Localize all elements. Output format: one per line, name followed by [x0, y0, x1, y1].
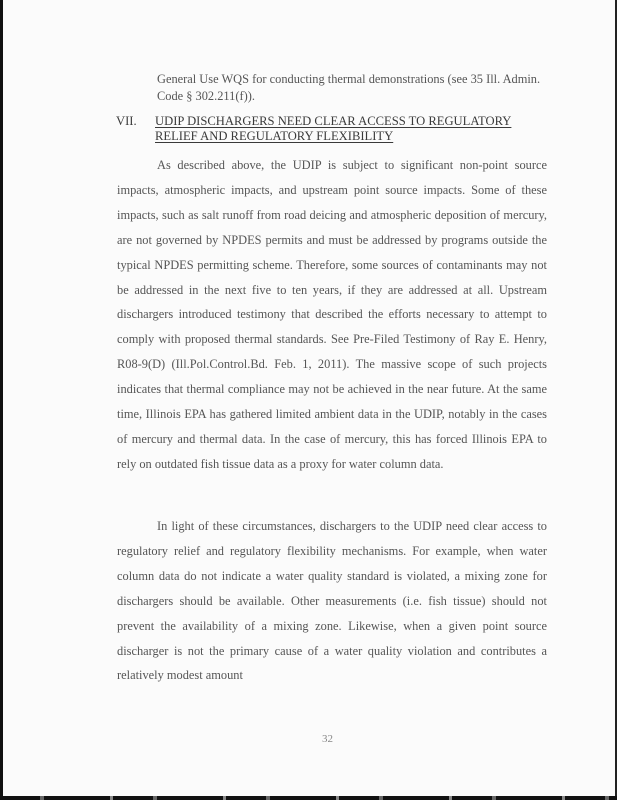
section-title: UDIP DISCHARGERS NEED CLEAR ACCESS TO REGULATORY RELIEF AND REGULATORY FLEXIBILITY	[155, 114, 512, 143]
paragraph-2: In light of these circumstances, dischargers to the UDIP need clear access to regulatory relief and regulatory flexibility mechanisms. For example, when water column data do not indicate a water quality standard is violated, a mixing zone for dischargers should be available. Other measurements (i.e. fish tissue) should not prevent the availability of a mixing zone. Likewise, when a given point source discharger is not the primary cause of a water quality violation and contributes a relatively modest amount	[117, 519, 547, 683]
section-number: VII.	[116, 114, 137, 128]
scan-edge-bottom	[0, 796, 617, 800]
intro-text: General Use WQS for conducting thermal demonstrations (see 35 Ill. Admin. Code § 302.211(f)).	[157, 72, 541, 103]
scan-edge-left	[0, 0, 3, 800]
paragraph-1: As described above, the UDIP is subject to significant non-point source impacts, atmospheric impacts, and upstream point source impacts. Some of these impacts, such as salt runoff from road deicing and atmospheric deposition of mercury, are not governed by NPDES permits and must be addressed by programs outside the typical NPDES permitting scheme. Therefore, some sources of contaminants may not be addressed in the next five to ten years, if they are addressed at all. Upstream dischargers introduced testimony that described the efforts necessary to attempt to comply with proposed thermal standards. See Pre-Filed Testimony of Ray E. Henry, R08-9(D) (Ill.Pol.Control.Bd. Feb. 1, 2011). The massive scope of such projects indicates that thermal compliance may not be achieved in the near future. At the same time, Illinois EPA has gathered limited ambient data in the UDIP, notably in the cases of mercury and thermal data. In the case of mercury, this has forced Illinois EPA to rely on outdated fish tissue data as a proxy for water column data.	[117, 158, 547, 471]
page-number: 32	[322, 733, 333, 745]
